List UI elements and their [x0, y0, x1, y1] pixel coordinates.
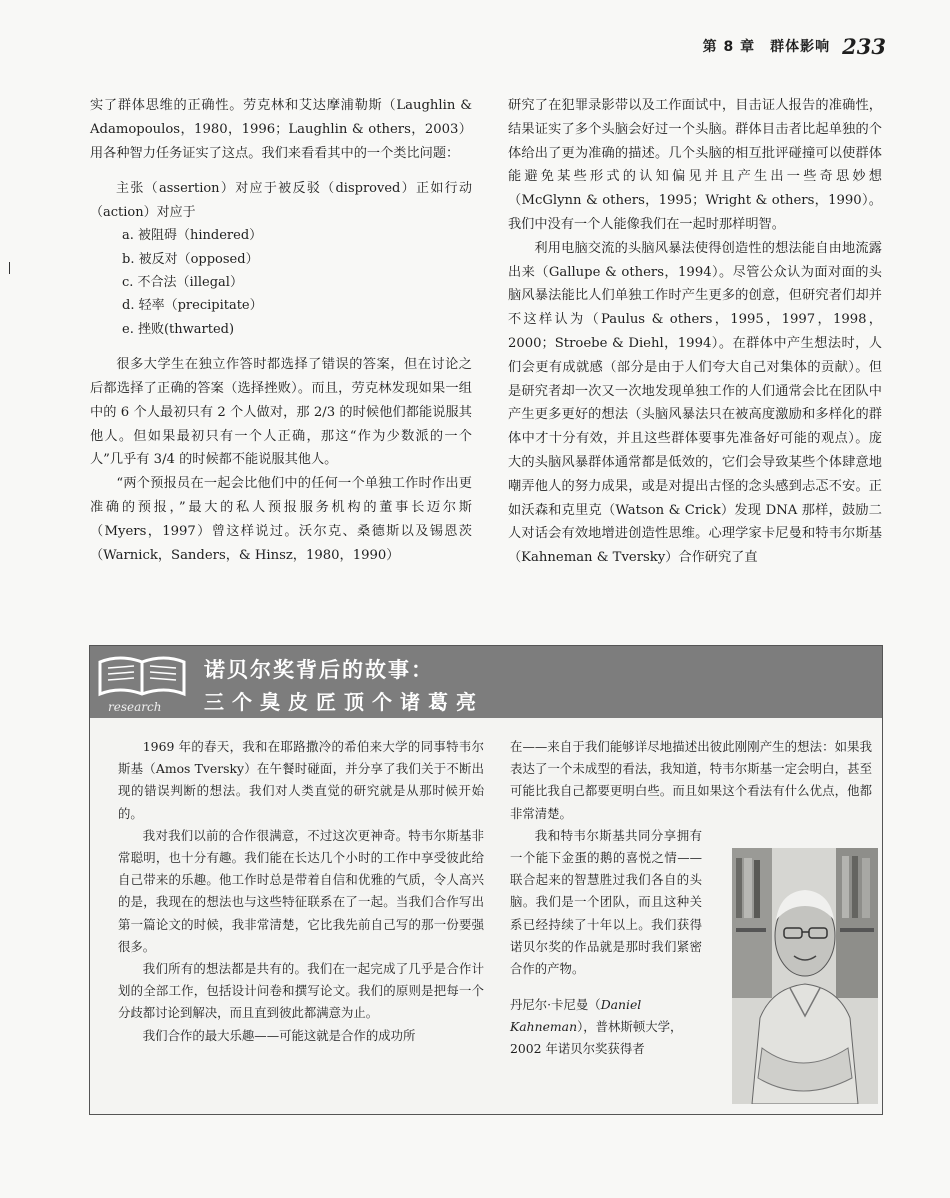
running-header	[0, 33, 950, 59]
analogy-option-c: c. 不合法（illegal）	[122, 275, 243, 291]
caption-name-cn: 丹尼尔·卡尼曼（	[510, 997, 601, 1012]
chapter-title: 第 8 章 群体影响	[702, 39, 831, 55]
box-left-paragraph-4: 我们合作的最大乐趣——可能这就是合作的成功所	[142, 1027, 416, 1043]
left-intro-paragraph: 实了群体思维的正确性。劳克林和艾达摩浦勒斯（Laughlin & Adamopoulos，1980，1996；Laughlin & others，2003）用各种智力任务证实了这点。我们来看看其中的一个类比问题：	[90, 98, 472, 161]
kahneman-photo	[732, 848, 878, 1104]
box-subtitle: 三个臭皮匠顶个诸葛亮	[204, 690, 484, 714]
analogy-option-a: a. 被阻碍（hindered）	[122, 228, 263, 244]
box-right-paragraph-1: 在——来自于我们能够详尽地描述出彼此刚刚产生的想法：如果我表达了一个未成型的看法，我知道，特韦尔斯基一定会明白，甚至可能比我自己都要更明白些。而且如果这个看法有什么优点，他都非常清楚。	[510, 739, 872, 821]
analogy-problem	[90, 177, 472, 341]
banner-tag: research	[108, 700, 162, 714]
right-paragraph-1: 研究了在犯罪录影带以及工作面试中，目击证人报告的准确性，结果证实了多个头脑会好过一个头脑。群体目击者比起单独的个体给出了更为准确的描述。几个头脑的相互批评碰撞可以使群体能避免某些形式的认知偏见并且产生出一些奇思妙想（McGlynn & others，1995；Wright & others，1990）。我们中没有一个人能像我们在一起时那样明智。	[508, 98, 882, 232]
analogy-lead: 主张（assertion）对应于被反驳（disproved）正如行动（action）对应于	[90, 181, 472, 220]
open-book-icon	[96, 652, 188, 700]
left-paragraph-3: “两个预报员在一起会比他们中的任何一个单独工作时作出更准确的预报，”最大的私人预报服务机构的董事长迈尔斯（Myers，1997）曾这样说过。沃尔克、桑德斯以及锡恩茨（Warnick，Sanders，& Hinsz，1980，1990）	[90, 476, 472, 563]
box-left-column	[118, 736, 484, 1047]
caption-rest: ），普林斯顿大学，2002 年诺贝尔奖获得者	[510, 1019, 683, 1057]
analogy-option-e: e. 挫败(thwarted)	[122, 321, 235, 337]
right-paragraph-2: 利用电脑交流的头脑风暴法使得创造性的想法能自由地流露出来（Gallupe & others，1994）。尽管公众认为面对面的头脑风暴法能比人们单独工作时产生更多的创意，但研究者们却并不这样认为（Paulus & others，1995，1997，1998，2000；Stroebe & Diehl，1994）。在群体中产生想法时，人们会更有成就感（部分是由于人们夸大自己对集体的贡献）。但是研究者却一次又一次地发现单独工作的人们通常会比在团队中产生更多更好的想法（头脑风暴法只在被高度激励和多样化的群体中才十分有效，并且这些群体要事先准备好可能的观点）。庞大的头脑风暴群体通常都是低效的，它们会导致某些个体肆意地嘲弄他人的努力成果，或是对提出古怪的念头感到忐忑不安。正如沃森和克里克（Watson & Crick）发现 DNA 那样，鼓励二人对话会有效地增进创造性思维。心理学家卡尼曼和特韦尔斯基（Kahneman & Tversky）合作研究了直	[508, 240, 882, 566]
right-column	[508, 94, 882, 570]
margin-mark	[9, 262, 10, 274]
research-banner	[90, 646, 882, 718]
box-left-paragraph-2: 我对我们以前的合作很满意，不过这次更神奇。特韦尔斯基非常聪明，也十分有趣。我们能在长达几个小时的工作中享受彼此给自己带来的乐趣。他工作时总是带着自信和优雅的气质，令人高兴的是，我现在的想法也与这些特征联系在了一起。当我们合作写出第一篇论文的时候，我非常清楚，它比我先前自己写的那一份要强很多。	[118, 827, 484, 954]
box-right-paragraph-2: 我和特韦尔斯基共同分享拥有一个能下金蛋的鹅的喜悦之情——联合起来的智慧胜过我们各自的头脑。我们是一个团队，而且这种关系已经持续了十年以上。我们获得诺贝尔奖的作品就是那时我们紧密合作的产物。	[510, 827, 702, 977]
box-left-paragraph-3: 我们所有的想法都是共有的。我们在一起完成了几乎是合作计划的全部工作，包括设计问卷和撰写论文。我们的原则是把每一个分歧都讨论到解决，而且直到彼此都满意为止。	[118, 961, 484, 1021]
analogy-option-d: d. 轻率（precipitate）	[122, 298, 263, 314]
left-paragraph-2: 很多大学生在独立作答时都选择了错误的答案，但在讨论之后都选择了正确的答案（选择挫败）。而且，劳克林发现如果一组中的 6 个人最初只有 2 个人做对，那 2/3 的时候他们都能说服其他人。但如果最初只有一个人正确，那这“作为少数派的一个人”几乎有 3/4 的时候都不能说服其他人。	[90, 357, 472, 468]
research-box	[89, 645, 883, 1115]
box-left-paragraph-1: 1969 年的春天，我和在耶路撒冷的希伯来大学的同事特韦尔斯基（Amos Tversky）在午餐时碰面，并分享了我们关于不断出现的错误判断的想法。我们对人类直觉的研究就是从那时候开始的。	[118, 739, 484, 821]
analogy-option-b: b. 被反对（opposed）	[122, 251, 259, 267]
photo-caption	[510, 994, 710, 1061]
box-title: 诺贝尔奖背后的故事：	[204, 658, 434, 682]
caption-name-en: Daniel Kahneman	[510, 997, 642, 1035]
left-column	[90, 94, 472, 567]
page-number: 233	[842, 33, 886, 59]
